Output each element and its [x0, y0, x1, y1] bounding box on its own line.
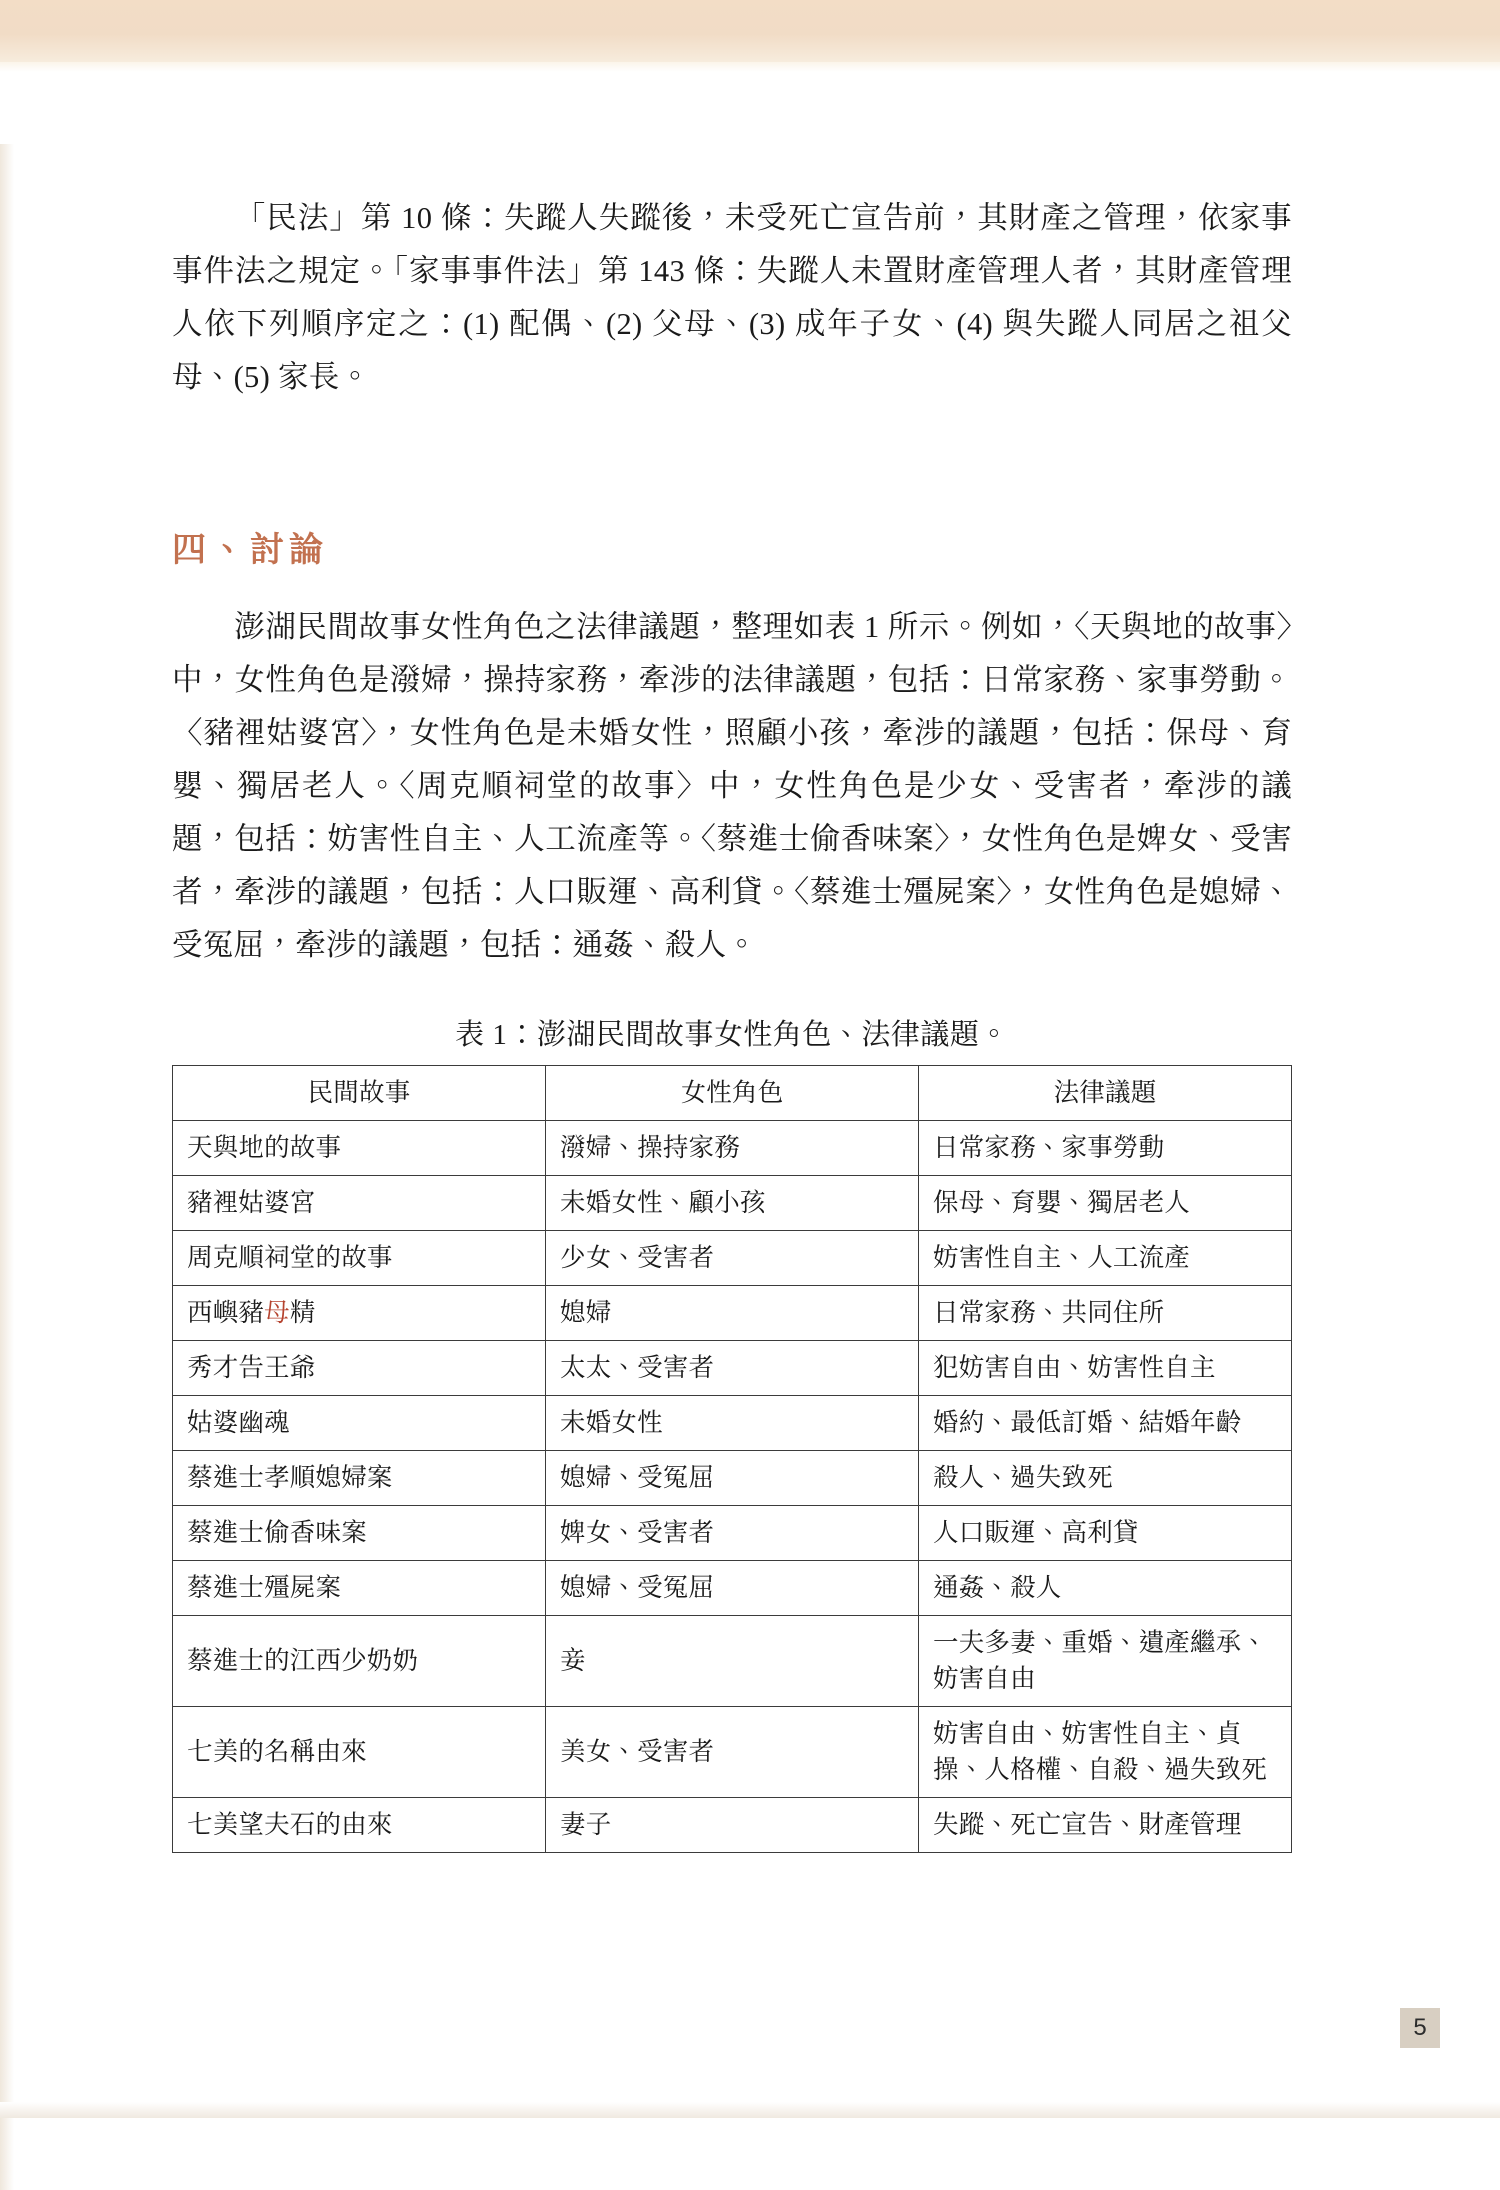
table-row: [173, 1176, 1292, 1231]
cell-female-role: 太太、受害者: [546, 1341, 919, 1396]
cell-female-role: 妻子: [546, 1798, 919, 1853]
cell-legal-issue: 失蹤、死亡宣告、財產管理: [919, 1798, 1292, 1853]
cell-female-role: 婢女、受害者: [546, 1506, 919, 1561]
page-left-edge-shadow: [0, 144, 14, 2190]
table-header-female-role: 女性角色: [546, 1066, 919, 1121]
cell-legal-issue: 妨害自由、妨害性自主、貞操、人格權、自殺、過失致死: [919, 1707, 1292, 1798]
cell-folktale: 蔡進士偷香味案: [173, 1506, 546, 1561]
table-caption: 表 1：澎湖民間故事女性角色、法律議題。: [455, 1019, 1009, 1051]
cell-folktale: 天與地的故事: [173, 1121, 546, 1176]
section-heading-discussion: 四、討論: [172, 531, 328, 569]
table-row: [173, 1616, 1292, 1707]
table-row: [173, 1561, 1292, 1616]
paragraph-civil-law: [172, 192, 1292, 404]
cell-folktale: 蔡進士孝順媳婦案: [173, 1451, 546, 1506]
cell-female-role: 妾: [546, 1616, 919, 1707]
cell-female-role: 少女、受害者: [546, 1231, 919, 1286]
table-row: [173, 1121, 1292, 1176]
cell-female-role: 未婚女性、顧小孩: [546, 1176, 919, 1231]
cell-folktale: 七美望夫石的由來: [173, 1798, 546, 1853]
table-header: [173, 1066, 1292, 1121]
cell-folktale: 姑婆幽魂: [173, 1396, 546, 1451]
scan-top-edge: [0, 62, 1500, 72]
cell-legal-issue: 保母、育嬰、獨居老人: [919, 1176, 1292, 1231]
cell-legal-issue: 婚約、最低訂婚、結婚年齡: [919, 1396, 1292, 1451]
table-header-legal-issue: 法律議題: [919, 1066, 1292, 1121]
cell-legal-issue: 日常家務、家事勞動: [919, 1121, 1292, 1176]
cell-legal-issue: 通姦、殺人: [919, 1561, 1292, 1616]
cell-female-role: 媳婦: [546, 1286, 919, 1341]
cell-folktale: [173, 1286, 546, 1341]
table-row: [173, 1341, 1292, 1396]
cell-folktale: 七美的名稱由來: [173, 1707, 546, 1798]
table-header-folktale: 民間故事: [173, 1066, 546, 1121]
table-body: [173, 1121, 1292, 1853]
cell-legal-issue: 一夫多妻、重婚、遺產繼承、妨害自由: [919, 1616, 1292, 1707]
cell-legal-issue: 人口販運、高利貸: [919, 1506, 1292, 1561]
cell-folktale: 蔡進士殭屍案: [173, 1561, 546, 1616]
paragraph-civil-law-text: 「民法」第 10 條：失蹤人失蹤後，未受死亡宣告前，其財產之管理，依家事事件法之規定。「家事事件法」第 143 條：失蹤人未置財產管理人者，其財產管理人依下列順序定之：(1) 配偶、(2) 父母、(3) 成年子女、(4) 與失蹤人同居之祖父母、(5) 家長。: [172, 201, 1292, 394]
cell-female-role: 媳婦、受冤屈: [546, 1561, 919, 1616]
page-content: [172, 192, 1292, 1853]
cell-folktale: 豬裡姑婆宮: [173, 1176, 546, 1231]
cell-folktale: 蔡進士的江西少奶奶: [173, 1616, 546, 1707]
table-row: [173, 1451, 1292, 1506]
cell-female-role: 美女、受害者: [546, 1707, 919, 1798]
document-page: [0, 72, 1500, 2118]
cell-folktale-text-a: 西嶼豬: [187, 1298, 265, 1327]
cell-female-role: 潑婦、操持家務: [546, 1121, 919, 1176]
cell-legal-issue: 妨害性自主、人工流產: [919, 1231, 1292, 1286]
page-number-badge: [1400, 2008, 1440, 2048]
table-row: [173, 1506, 1292, 1561]
table-row: [173, 1286, 1292, 1341]
cell-female-role: 媳婦、受冤屈: [546, 1451, 919, 1506]
cell-folktale: 周克順祠堂的故事: [173, 1231, 546, 1286]
table-row: [173, 1231, 1292, 1286]
table-row: [173, 1798, 1292, 1853]
table-row: [173, 1396, 1292, 1451]
table-row: [173, 1707, 1292, 1798]
scan-top-band: [0, 0, 1500, 62]
cell-legal-issue: 日常家務、共同住所: [919, 1286, 1292, 1341]
table-header-row: [173, 1066, 1292, 1121]
paragraph-discussion-text: 澎湖民間故事女性角色之法律議題，整理如表 1 所示。例如，〈天與地的故事〉中，女性角色是潑婦，操持家務，牽涉的法律議題，包括：日常家務、家事勞動。〈豬裡姑婆宮〉，女性角色是未婚女性，照顧小孩，牽涉的議題，包括：保母、育嬰、獨居老人。〈周克順祠堂的故事〉中，女性角色是少女、受害者，牽涉的議題，包括：妨害性自主、人工流產等。〈蔡進士偷香味案〉，女性角色是婢女、受害者，牽涉的議題，包括：人口販運、高利貸。〈蔡進士殭屍案〉，女性角色是媳婦、受冤屈，牽涉的議題，包括：通姦、殺人。: [172, 610, 1292, 962]
spacer-before-section: [172, 404, 1292, 522]
cell-female-role: 未婚女性: [546, 1396, 919, 1451]
page-number: 5: [1413, 2014, 1427, 2041]
paragraph-discussion: [172, 601, 1292, 972]
cell-folktale-text-highlight: 母: [264, 1298, 290, 1327]
cell-folktale: 秀才告王爺: [173, 1341, 546, 1396]
cell-legal-issue: 犯妨害自由、妨害性自主: [919, 1341, 1292, 1396]
legal-issues-table: [172, 1065, 1292, 1853]
spacer-after-heading: [172, 571, 1292, 601]
page-bottom-edge-shadow: [0, 2102, 1500, 2118]
cell-legal-issue: 殺人、過失致死: [919, 1451, 1292, 1506]
cell-folktale-text-b: 精: [289, 1298, 316, 1327]
